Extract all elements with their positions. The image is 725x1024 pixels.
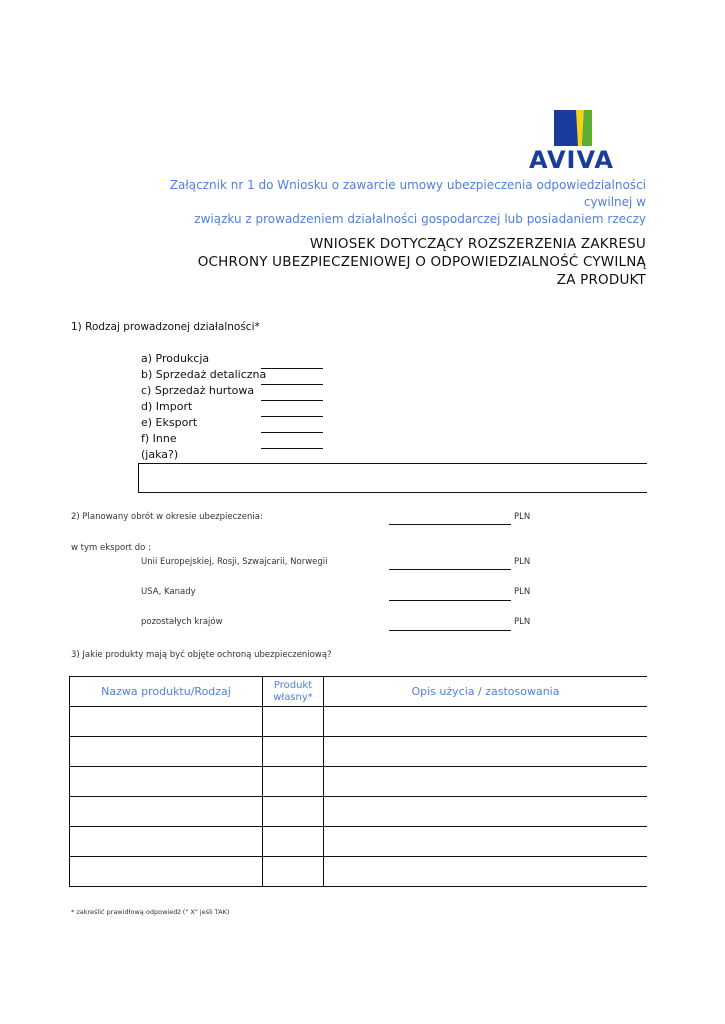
cell-product-name[interactable] — [70, 707, 263, 737]
cell-product-name[interactable] — [70, 857, 263, 887]
cell-product-name[interactable] — [70, 737, 263, 767]
export-eu-label: Unii Europejskiej, Rosji, Szwajcarii, Norwegii — [141, 557, 328, 567]
export-eu-field[interactable] — [389, 569, 511, 570]
footnote: * zakreślić prawidłową odpowiedź (" X" jeśli TAK) — [71, 908, 230, 916]
annex-note — [126, 177, 646, 228]
section2-heading: 2) Planowany obrót w okresie ubezpieczenia: — [71, 512, 263, 522]
table-row — [70, 797, 648, 827]
option-other-field[interactable] — [261, 448, 323, 449]
export-other-label: pozostałych krajów — [141, 617, 223, 627]
table-row — [70, 737, 648, 767]
option-production: a) Produkcja — [141, 352, 210, 365]
export-other-field[interactable] — [389, 630, 511, 631]
option-export-field[interactable] — [261, 432, 323, 433]
title-line-1: WNIOSEK DOTYCZĄCY ROZSZERZENIA ZAKRESU — [309, 236, 646, 252]
cell-usage-description[interactable] — [324, 707, 648, 737]
cell-product-name[interactable] — [70, 767, 263, 797]
col-header-product-name: Nazwa produktu/Rodzaj — [70, 677, 263, 707]
table-row — [70, 767, 648, 797]
table-row — [70, 857, 648, 887]
document-title — [126, 235, 646, 289]
table-row — [70, 707, 648, 737]
table-header-row — [70, 677, 648, 707]
aviva-logo-mark — [554, 110, 592, 146]
option-import: d) Import — [141, 400, 193, 413]
turnover-field[interactable] — [389, 524, 511, 525]
export-label: w tym eksport do : — [71, 543, 151, 553]
cell-own-product[interactable] — [263, 707, 324, 737]
title-line-3: ZA PRODUKT — [556, 272, 646, 288]
cell-product-name[interactable] — [70, 827, 263, 857]
section3-heading: 3) Jakie produkty mają być objęte ochroną ubezpieczeniową? — [71, 650, 332, 660]
cell-usage-description[interactable] — [324, 797, 648, 827]
option-other: f) Inne — [141, 432, 177, 445]
option-production-field[interactable] — [261, 368, 323, 369]
turnover-currency: PLN — [514, 512, 531, 522]
other-what-label: (jaka?) — [141, 448, 179, 461]
option-export: e) Eksport — [141, 416, 198, 429]
option-import-field[interactable] — [261, 416, 323, 417]
aviva-logo-text: AVIVA — [529, 146, 614, 174]
cell-product-name[interactable] — [70, 797, 263, 827]
cell-usage-description[interactable] — [324, 737, 648, 767]
products-table — [69, 676, 647, 887]
export-eu-currency: PLN — [514, 557, 531, 567]
annex-line-1: Załącznik nr 1 do Wniosku o zawarcie umowy ubezpieczenia odpowiedzialności cywilnej w — [169, 178, 646, 209]
cell-own-product[interactable] — [263, 737, 324, 767]
option-wholesale-field[interactable] — [261, 400, 323, 401]
export-usa-field[interactable] — [389, 600, 511, 601]
cell-own-product[interactable] — [263, 857, 324, 887]
cell-usage-description[interactable] — [324, 827, 648, 857]
col-header-own-product: Produkt własny* — [263, 677, 324, 707]
cell-own-product[interactable] — [263, 767, 324, 797]
annex-line-2: związku z prowadzeniem działalności gospodarczej lub posiadaniem rzeczy — [194, 212, 646, 226]
table-row — [70, 827, 648, 857]
title-line-2: OCHRONY UBEZPIECZENIOWEJ O ODPOWIEDZIALNOŚĆ CYWILNĄ — [197, 254, 646, 270]
option-retail: b) Sprzedaż detaliczna — [141, 368, 267, 381]
cell-usage-description[interactable] — [324, 767, 648, 797]
export-other-currency: PLN — [514, 617, 531, 627]
export-usa-label: USA, Kanady — [141, 587, 196, 597]
cell-usage-description[interactable] — [324, 857, 648, 887]
cell-own-product[interactable] — [263, 827, 324, 857]
export-usa-currency: PLN — [514, 587, 531, 597]
section1-heading: 1) Rodzaj prowadzonej działalności* — [71, 321, 260, 333]
col-header-usage-description: Opis użycia / zastosowania — [324, 677, 648, 707]
option-wholesale: c) Sprzedaż hurtowa — [141, 384, 255, 397]
other-activity-input[interactable] — [138, 463, 647, 493]
cell-own-product[interactable] — [263, 797, 324, 827]
option-retail-field[interactable] — [261, 384, 323, 385]
